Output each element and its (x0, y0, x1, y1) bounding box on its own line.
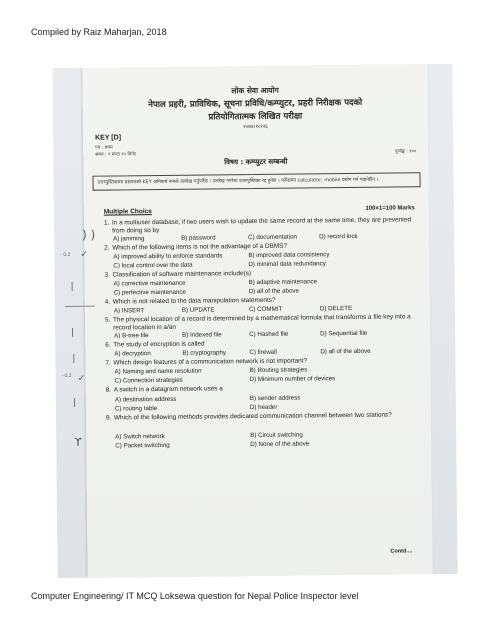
handwritten-tick-icon: | (72, 397, 76, 408)
option: B) password (181, 234, 216, 242)
option: A) decryption (114, 350, 151, 358)
option: C) firewall (249, 348, 277, 357)
question-number: 1. (103, 219, 110, 227)
paper-label: पत्र : प्रथम (95, 145, 113, 151)
handwritten-tick-icon: ) ) (82, 227, 96, 242)
question-text: Which of the following items is not the advantage of a DBMS? (112, 242, 288, 252)
option: D) all of the above (320, 347, 371, 356)
option: B) Routing strategies (249, 366, 308, 375)
option: B) improved data consistency (248, 251, 330, 260)
question-number: 4. (104, 298, 111, 306)
option: B) cryptography (182, 349, 227, 357)
bottom-caption: Computer Engineering/ IT MCQ Loksewa question for Nepal Police Inspector level (31, 591, 359, 601)
question-number: 7. (105, 359, 111, 367)
handwritten-tick-icon: | (72, 353, 76, 364)
question-number: 9. (105, 414, 112, 422)
option: D) None of the above (250, 440, 310, 449)
option: B) Circuit switching (250, 431, 303, 440)
section-title: Multiple Choice (103, 208, 152, 216)
option: A) improved ability to enforce standards (113, 252, 223, 261)
instruction-box: उत्तरपुस्तिकामा प्रश्नपत्रको KEY अनिवार्य रूपले उल्लेख गर्नुपर्नेछ । उल्लेख नगरेमा उत्तरपुस्तिका रद्द हुनेछ । परीक्षामा calculator, mobile प्रयोग गर्न पाइनेछैन । (92, 172, 420, 190)
option: C) COMMIT (248, 305, 283, 314)
option: A) corrective maintenance (113, 279, 186, 288)
answer-key-label: KEY [D] (95, 134, 122, 142)
question-number: 5. (104, 316, 111, 324)
question-text: A switch in a datagram network uses a (113, 385, 223, 394)
handwritten-tick-icon: ϒ (74, 435, 83, 449)
exam-title-line: नेपाल प्रहरी, प्राविधिक, सूचना प्रविधि/कम्प्युटर, प्रहरी निरीक्षक पदको (148, 97, 363, 111)
option: B) sender address (249, 394, 301, 403)
question-text: The study of encryption is called (113, 340, 205, 349)
question-number: 8. (105, 386, 112, 394)
option: D) minimal data redundancy (248, 260, 326, 269)
option: C) local control over the data (113, 261, 193, 270)
option: A) jamming (113, 235, 145, 243)
option: A) destination address (114, 395, 177, 404)
question-number: 2. (104, 244, 110, 252)
full-marks: पूर्णाङ्क : १०० (394, 149, 417, 155)
question-text: Which is not related to the data manipulation statements? (112, 296, 276, 306)
question-text: In a multiuser database, if two users wish to update the same record at the same time, they are prevented from doing so by (111, 216, 412, 235)
time-label: समय : १ घण्टा १५ मिनेट (95, 152, 137, 158)
handwritten-tick-icon: ✓ (80, 249, 88, 260)
option: C) Connection strategies (114, 376, 183, 385)
option: C) Hashed file (249, 330, 289, 339)
handwritten-tick-icon: ✓ (77, 373, 86, 384)
option: A) B-tree file (114, 332, 149, 340)
handwritten-tick-icon: | (70, 281, 74, 292)
margin-note: - 0.2 (60, 251, 71, 259)
option: A) Switch network (115, 432, 165, 441)
section-marks: 100×1=100 Marks (365, 205, 415, 212)
exam-date: २०७४।१०।२६ (243, 123, 268, 131)
option: B) adaptive maintenance (248, 278, 318, 287)
option: D) DELETE (319, 304, 353, 313)
option: D) header (249, 403, 278, 412)
question-number: 6. (105, 341, 111, 349)
option: C) Packet switching (115, 441, 170, 450)
question-text: Which of the following methods provides dedicated communication channel between two stations? (113, 411, 392, 422)
exam-type-line: प्रतियोगितात्मक लिखित परीक्षा (208, 111, 303, 123)
question-text: Classification of software maintenance include(s) (112, 270, 252, 279)
option: C) documentation (248, 233, 298, 242)
option: C) perfective maintenance (113, 288, 186, 297)
option: D) all of the above (248, 287, 299, 296)
subject-line: विषय : कम्प्युटर सम्बन्धी (224, 157, 288, 167)
option: A) Naming and name resolution (114, 367, 202, 376)
scanned-photo (52, 64, 457, 578)
exam-paper (82, 64, 432, 578)
option: B) UPDATE (181, 306, 215, 314)
margin-note: - 0.2 (61, 372, 72, 380)
continued-label: Contd.... (390, 548, 413, 555)
question-number: 3. (104, 271, 110, 279)
top-caption: Compiled by Raiz Maharjan, 2018 (31, 27, 167, 37)
option: A) INSERT (113, 307, 145, 315)
handwritten-tick-icon: | (71, 327, 75, 338)
question-text: Which design features of a communication network is not important? (113, 357, 308, 367)
option: C) routing table (114, 405, 158, 413)
option: D) Minimum number of devices (249, 375, 336, 384)
option: D) Sequential file (320, 329, 368, 338)
question-text: The physical location of a record is determined by a mathematical formula that transforms a file key into a record location in a/an (112, 313, 411, 332)
option: D) record lock (319, 232, 358, 241)
option: B) Indexed file (182, 331, 222, 339)
commission-name: लोक सेवा आयोग (231, 85, 279, 96)
